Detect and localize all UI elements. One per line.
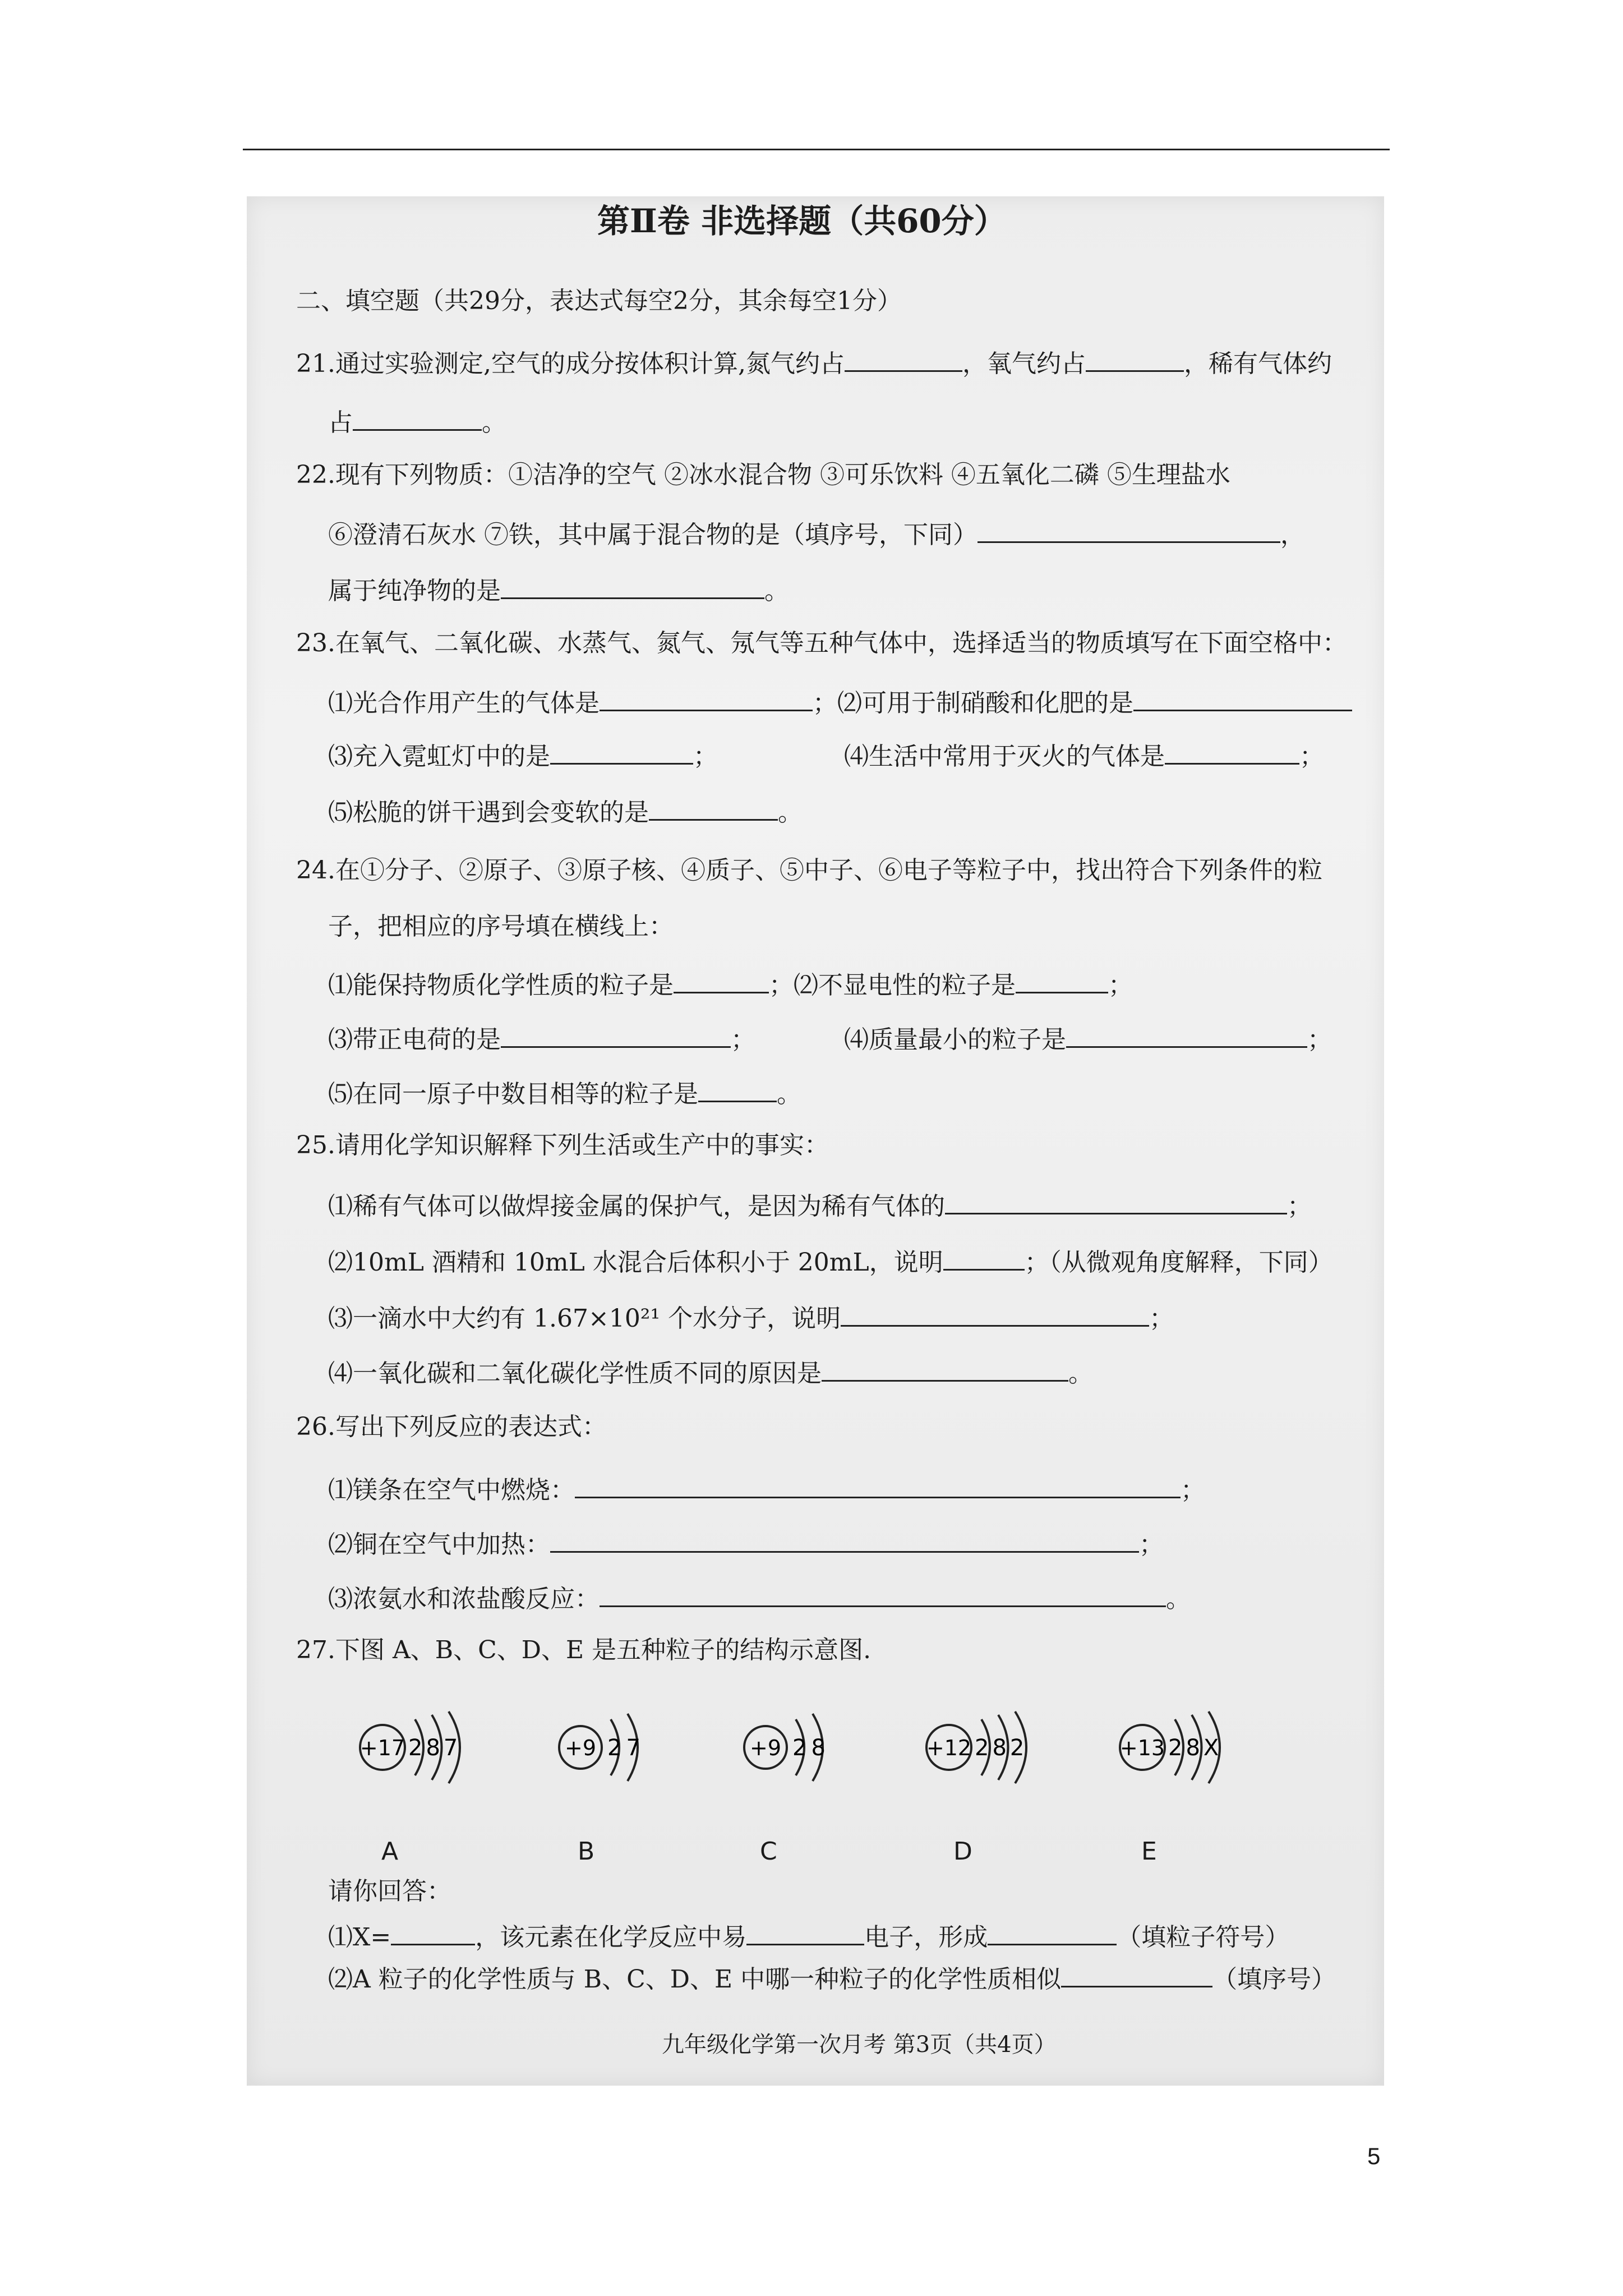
header-rule xyxy=(243,149,1390,150)
nucleus-charge: +9 xyxy=(564,1736,597,1760)
q24-blank-2[interactable] xyxy=(1016,969,1108,993)
q24-line1 xyxy=(328,969,1133,998)
q25-p1-text: ⑴稀有气体可以做焊接金属的保护气，是因为稀有气体的 xyxy=(328,1192,945,1221)
q24-line2 xyxy=(328,1024,755,1052)
atom-diagram-c xyxy=(737,1708,850,1787)
q25-blank-4[interactable] xyxy=(822,1358,1068,1382)
q23-p4-end: ； xyxy=(1299,742,1324,771)
q26-line3 xyxy=(328,1583,1191,1612)
q25-line1 xyxy=(328,1190,1312,1219)
page-footer: 九年级化学第一次月考 第3页（共4页） xyxy=(662,2032,1057,2058)
q23-blank-5[interactable] xyxy=(649,797,778,821)
q26-p2-text: ⑵铜在空气中加热： xyxy=(328,1530,550,1559)
nucleus-charge: +12 xyxy=(926,1736,972,1760)
q24-line2b xyxy=(844,1024,1332,1052)
q25-blank-1[interactable] xyxy=(945,1190,1287,1214)
q26-stem: 26.写出下列反应的表达式： xyxy=(296,1412,607,1441)
electron-config: 287 xyxy=(408,1735,462,1761)
q27-blank-ion[interactable] xyxy=(988,1921,1117,1945)
atom-label-b: B xyxy=(578,1837,595,1866)
nucleus-charge: +9 xyxy=(749,1736,782,1760)
q24-stem1: 24.在①分子、②原子、③原子核、④质子、⑤中子、⑥电子等粒子中，找出符合下列条件的粒 xyxy=(296,856,1322,885)
q24-p1-text: ⑴能保持物质化学性质的粒子是 xyxy=(328,971,674,1000)
q21-end: 。 xyxy=(482,408,506,437)
q24-p4-text: ⑷质量最小的粒子是 xyxy=(844,1025,1066,1054)
q27-p1-end: （填粒子符号） xyxy=(1117,1923,1290,1952)
q22-blank-pure[interactable] xyxy=(501,575,764,599)
q23-stem: 23.在氧气、二氧化碳、水蒸气、氮气、氖气等五种气体中，选择适当的物质填写在下面空格中： xyxy=(296,629,1347,657)
q22-line1: 22.现有下列物质：①洁净的空气 ②冰水混合物 ③可乐饮料 ④五氧化二磷 ⑤生理盐水 xyxy=(296,461,1230,489)
q24-blank-4[interactable] xyxy=(1066,1024,1307,1048)
q27-line1 xyxy=(328,1921,1289,1950)
q26-p3-end: 。 xyxy=(1166,1585,1191,1613)
q25-p2-text: ⑵10mL 酒精和 10mL 水混合后体积小于 20mL，说明 xyxy=(328,1248,943,1277)
q26-p1-end: ； xyxy=(1181,1476,1205,1504)
q26-blank-3[interactable] xyxy=(600,1583,1166,1607)
q25-p1-end: ； xyxy=(1287,1192,1312,1221)
q21-blank-rare[interactable] xyxy=(353,407,482,431)
q23-blank-2[interactable] xyxy=(1133,687,1352,711)
q26-blank-2[interactable] xyxy=(550,1529,1139,1553)
q23-p2-text: ；⑵可用于制硝酸和化肥的是 xyxy=(813,689,1133,717)
q25-blank-3[interactable] xyxy=(841,1303,1149,1327)
q25-p4-text: ⑷一氧化碳和二氧化碳化学性质不同的原因是 xyxy=(328,1359,822,1388)
q27-p1-text: ⑴X= xyxy=(328,1923,391,1952)
q25-line3 xyxy=(328,1303,1174,1331)
q23-p3-text: ⑶充入霓虹灯中的是 xyxy=(328,742,550,771)
electron-config: 28 xyxy=(792,1735,830,1761)
q24-p3-end: ； xyxy=(731,1025,755,1054)
q25-p3-text: ⑶一滴水中大约有 1.67×10²¹ 个水分子，说明 xyxy=(328,1304,841,1333)
atom-diagram-a xyxy=(353,1708,488,1787)
atom-label-d: D xyxy=(953,1837,972,1866)
q27-stem: 27.下图 A、B、C、D、E 是五种粒子的结构示意图. xyxy=(296,1636,872,1664)
q26-p3-text: ⑶浓氨水和浓盐酸反应： xyxy=(328,1585,600,1613)
q24-p5-end: 。 xyxy=(777,1080,801,1108)
q26-line2 xyxy=(328,1529,1164,1557)
q27-p1-mid: ，该元素在化学反应中易 xyxy=(475,1923,747,1952)
q23-blank-4[interactable] xyxy=(1165,740,1299,765)
q24-p2-end: ； xyxy=(1108,971,1133,1000)
q24-blank-3[interactable] xyxy=(501,1024,731,1048)
q23-p3-end: ； xyxy=(693,742,718,771)
q24-p3-text: ⑶带正电荷的是 xyxy=(328,1025,501,1054)
atom-diagram-b xyxy=(552,1708,665,1787)
q22-line2 xyxy=(328,519,1305,547)
q26-p1-text: ⑴镁条在空气中燃烧： xyxy=(328,1476,575,1504)
q26-blank-1[interactable] xyxy=(575,1474,1181,1498)
q24-p4-end: ； xyxy=(1307,1025,1332,1054)
q26-p2-end: ； xyxy=(1139,1530,1164,1559)
q25-p4-end: 。 xyxy=(1068,1359,1093,1388)
q21-blank-nitrogen[interactable] xyxy=(845,348,962,372)
q23-line3 xyxy=(328,797,803,825)
q27-p2-end: （填序号） xyxy=(1212,1965,1336,1994)
section-title: 二、填空题（共29分，表达式每空2分，其余每空1分） xyxy=(296,287,902,315)
q23-line2b xyxy=(844,740,1324,769)
electron-config: 27 xyxy=(607,1735,645,1761)
q22-blank-mixture[interactable] xyxy=(978,519,1280,543)
q24-p2-text: ；⑵不显电性的粒子是 xyxy=(769,971,1016,1000)
q25-blank-2[interactable] xyxy=(943,1246,1025,1271)
atom-label-c: C xyxy=(760,1837,777,1866)
q21-text: 21.通过实验测定,空气的成分按体积计算,氮气约占 xyxy=(296,349,845,378)
q22-text: ⑥澄清石灰水 ⑦铁，其中属于混合物的是（填序号，下同） xyxy=(328,521,978,549)
q23-blank-3[interactable] xyxy=(550,740,693,765)
q27-blank-x[interactable] xyxy=(391,1921,475,1945)
q26-line1 xyxy=(328,1474,1205,1503)
q21-blank-oxygen[interactable] xyxy=(1086,348,1184,372)
q21-line1 xyxy=(296,348,1332,376)
q23-p5-text: ⑸松脆的饼干遇到会变软的是 xyxy=(328,798,649,827)
page-heading: 第Ⅱ卷 非选择题（共60分） xyxy=(597,202,1007,240)
q23-p4-text: ⑷生活中常用于灭火的气体是 xyxy=(844,742,1165,771)
q24-p5-text: ⑸在同一原子中数目相等的粒子是 xyxy=(328,1080,698,1108)
q22-end: 。 xyxy=(764,577,789,605)
q27-ask: 请你回答： xyxy=(328,1877,451,1906)
q27-p1-mid2: 电子，形成 xyxy=(864,1923,988,1952)
q25-p3-end: ； xyxy=(1149,1304,1174,1333)
q25-stem: 25.请用化学知识解释下列生活或生产中的事实： xyxy=(296,1131,829,1159)
page-number: 5 xyxy=(1367,2143,1381,2169)
q27-line2 xyxy=(328,1963,1336,1992)
q27-blank-similar[interactable] xyxy=(1061,1963,1212,1987)
atom-label-e: E xyxy=(1141,1837,1157,1866)
atom-label-a: A xyxy=(381,1837,399,1866)
q22-comma: ， xyxy=(1280,521,1305,549)
q23-blank-1[interactable] xyxy=(600,687,813,711)
q22-text-3: 属于纯净物的是 xyxy=(328,577,501,605)
q24-stem2: 子，把相应的序号填在横线上： xyxy=(328,912,674,941)
q22-line3 xyxy=(328,575,789,604)
q24-line3 xyxy=(328,1078,801,1107)
atom-diagram-d xyxy=(920,1708,1054,1787)
q25-line2 xyxy=(328,1246,1333,1275)
electron-config: 282 xyxy=(975,1735,1028,1761)
q23-p5-end: 。 xyxy=(778,798,803,827)
q23-p1-text: ⑴光合作用产生的气体是 xyxy=(328,689,600,717)
q27-p2-text: ⑵A 粒子的化学性质与 B、C、D、E 中哪一种粒子的化学性质相似 xyxy=(328,1965,1062,1994)
q23-line2 xyxy=(328,740,718,769)
q21-text-rare: ，稀有气体约 xyxy=(1183,349,1332,378)
q24-blank-1[interactable] xyxy=(674,969,769,993)
q21-text-2: 占 xyxy=(328,408,353,437)
q24-blank-5[interactable] xyxy=(698,1078,777,1102)
q25-line4 xyxy=(328,1358,1093,1386)
q25-p2-end: ；（从微观角度解释，下同） xyxy=(1024,1248,1333,1277)
q21-text-oxygen: ，氧气约占 xyxy=(962,349,1086,378)
q21-line2 xyxy=(328,407,506,435)
q27-blank-gain-lose[interactable] xyxy=(746,1921,864,1945)
q23-line1 xyxy=(328,687,1352,716)
electron-config: 28X xyxy=(1168,1735,1223,1761)
nucleus-charge: +17 xyxy=(359,1736,405,1760)
atom-diagram-e xyxy=(1113,1708,1248,1787)
nucleus-charge: +13 xyxy=(1119,1736,1165,1760)
